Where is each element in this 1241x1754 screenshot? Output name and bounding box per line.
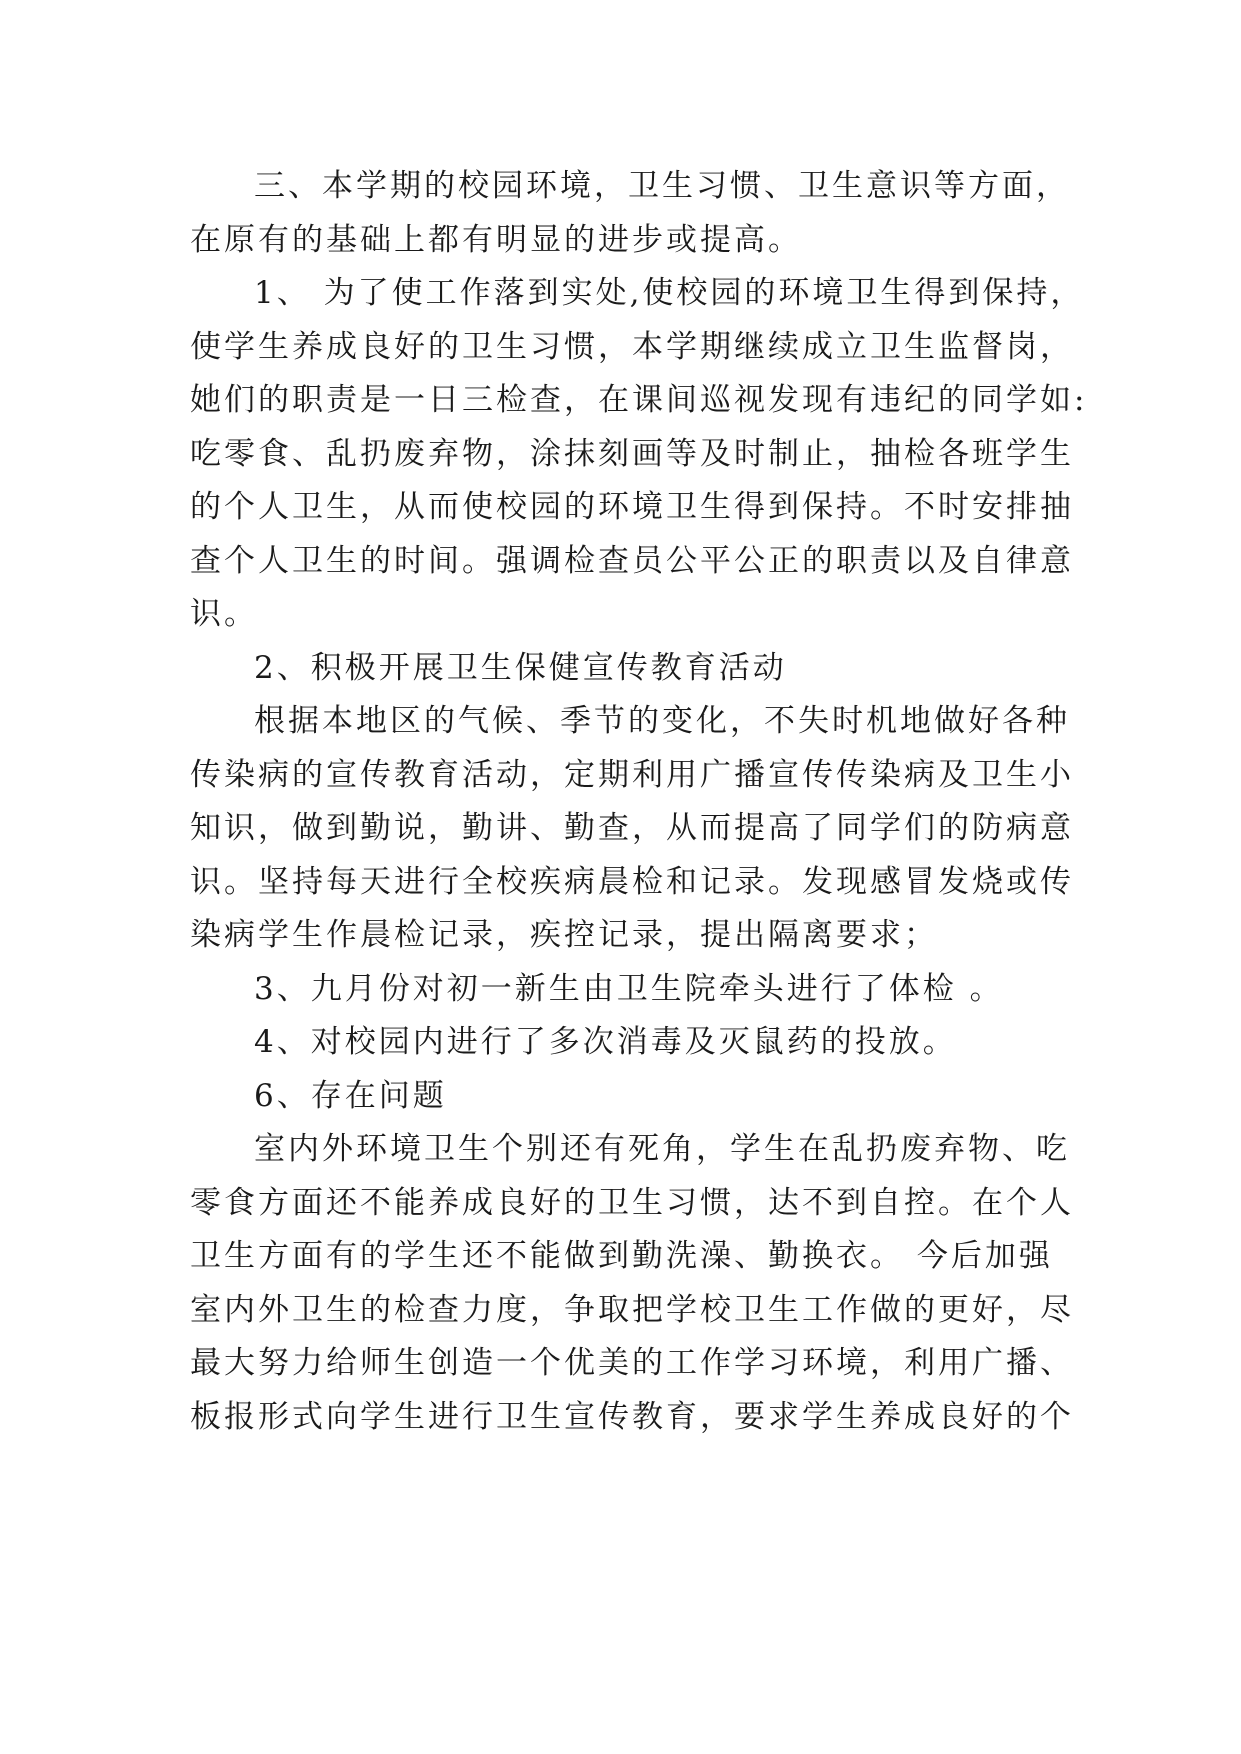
text-line: 知识，做到勤说，勤讲、勤查，从而提高了同学们的防病意 (190, 810, 1074, 846)
text-line: 吃零食、乱扔废弃物，涂抹刻画等及时制止，抽检各班学生 (190, 435, 1074, 472)
paragraph-item-6: 6、存在问题 (254, 1077, 447, 1114)
text-line: 室内外卫生的检查力度，争取把学校卫生工作做的更好，尽 (190, 1291, 1074, 1328)
text-line: 传染病的宣传教育活动，定期利用广播宣传传染病及卫生小 (190, 756, 1074, 793)
text-line: 最大努力给师生创造一个优美的工作学习环境，利用广播、 (190, 1345, 1074, 1381)
text-line: 识。坚持每天进行全校疾病晨检和记录。发现感冒发烧或传 (190, 863, 1074, 900)
paragraph-item-1: 1、 为了使工作落到实处,使校园的环境卫生得到保持， (254, 275, 1085, 311)
text-line: 的个人卫生，从而使校园的环境卫生得到保持。不时安排抽 (190, 489, 1074, 525)
paragraph-item-3: 3、九月份对初一新生由卫生院牵头进行了体检 。 (254, 970, 1004, 1007)
text-line: 染病学生作晨检记录，疾控记录，提出隔离要求； (190, 917, 938, 953)
paragraph-item-2: 2、积极开展卫生保健宣传教育活动 (254, 649, 787, 686)
document-body (190, 160, 1090, 1444)
paragraph-heading-3: 三、本学期的校园环境，卫生习惯、卫生意识等方面， (254, 168, 1070, 204)
paragraph-start: 根据本地区的气候、季节的变化，不失时机地做好各种 (254, 703, 1070, 739)
paragraph-item-4: 4、对校园内进行了多次消毒及灭鼠药的投放。 (254, 1024, 957, 1060)
text-line: 在原有的基础上都有明显的进步或提高。 (190, 221, 802, 258)
text-line: 她们的职责是一日三检查，在课间巡视发现有违纪的同学如: (190, 382, 1088, 418)
text-line: 查个人卫生的时间。强调检查员公平公正的职责以及自律意 (190, 542, 1074, 579)
text-line: 使学生养成良好的卫生习惯，本学期继续成立卫生监督岗， (190, 328, 1074, 365)
text-line: 板报形式向学生进行卫生宣传教育，要求学生养成良好的个 (190, 1398, 1074, 1435)
paragraph-start: 室内外环境卫生个别还有死角，学生在乱扔废弃物、吃 (254, 1131, 1070, 1167)
text-line: 识。 (190, 596, 258, 632)
text-line: 卫生方面有的学生还不能做到勤洗澡、勤换衣。 今后加强 (190, 1238, 1053, 1274)
text-line: 零食方面还不能养成良好的卫生习惯，达不到自控。在个人 (190, 1184, 1074, 1221)
